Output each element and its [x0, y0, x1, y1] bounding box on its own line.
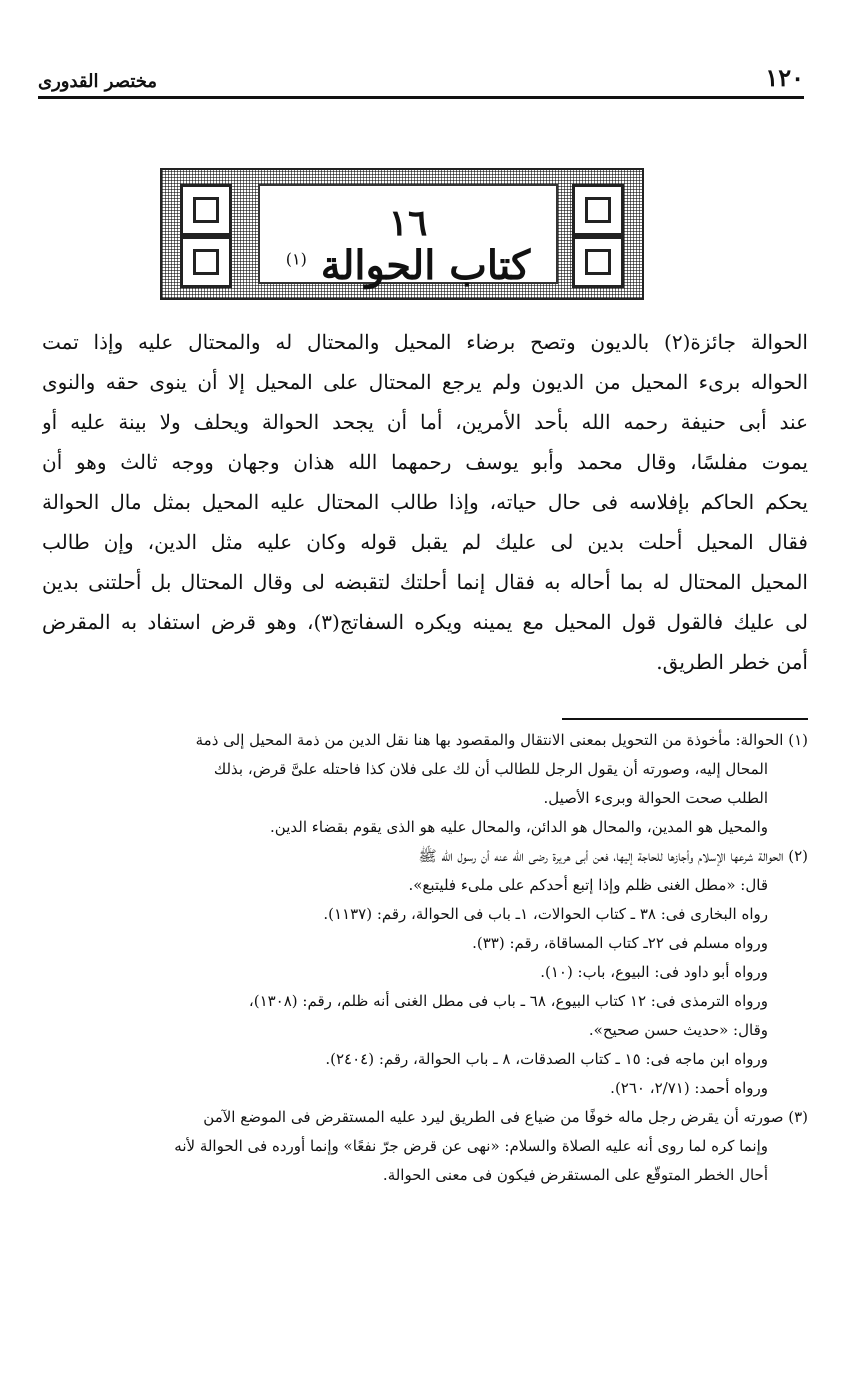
chapter-banner: [160, 168, 644, 300]
chapter-title-text: كتاب الحوالة: [320, 242, 531, 289]
footnote-line: أحال الخطر المتوقّع على المستقرض فيكون فى معنى الحوالة.: [382, 1166, 768, 1184]
ornament-knot-icon: [180, 236, 232, 288]
book-title: مختصر القدورى: [38, 71, 158, 92]
chapter-number: ١٦: [388, 202, 428, 244]
body-line: لى عليك فالقول قول المحيل مع يمينه ويكره السفاتج(٣)، وهو قرض استفاد به المقرض: [42, 610, 808, 634]
footnote-line: (١) الحوالة: مأخوذة من التحويل بمعنى الانتقال والمقصود بها هنا نقل الدين من ذمة المحيل إلى ذمة: [195, 731, 808, 749]
body-line: فقال المحيل أحلت بدين لى عليك لم يقبل قوله وكان عليه مثل الدين، وإن طالب: [42, 530, 808, 554]
footnote-line: الطلب صحت الحوالة وبرىء الأصيل.: [543, 789, 768, 807]
main-text: [42, 322, 808, 682]
footnote-line: (٣) صورته أن يقرض رجل ماله خوفًا من ضياع فى الطريق ليرد عليه المستقرض فى الموضع الآمن: [203, 1108, 808, 1126]
body-line: عند أبى حنيفة رحمه الله بأحد الأمرين، أما أن يجحد الحوالة ويحلف ولا بينة عليه أو: [42, 410, 808, 434]
body-line: يحكم الحاكم بإفلاسه فى حال حياته، وإذا طالب المحتال عليه المحيل بمثل مال الحوالة: [42, 490, 808, 514]
footnote-line: ورواه أحمد: (٢/٧١، ٢٦٠).: [610, 1079, 768, 1097]
footnote-line: وإنما كره لما روى أنه عليه الصلاة والسلام: «نهى عن قرض جرّ نفعًا» وإنما أورده فى الحوالة لأنه: [174, 1137, 768, 1155]
ornament-knot-icon: [572, 236, 624, 288]
chapter-title: [260, 242, 556, 289]
footnote-divider: [562, 718, 808, 720]
footnote-line: (٢) الحوالة شرعها الإسلام وأجازها للحاجة إليها، فعن أبى هريرة رضى الله عنه أن رسول الله ﷺ: [418, 847, 808, 865]
body-line: أمن خطر الطريق.: [656, 650, 808, 674]
footnote-line: وقال: «حديث حسن صحيح».: [588, 1021, 768, 1039]
footnote-line: رواه البخارى فى: ٣٨ ـ كتاب الحوالات، ١ـ باب فى الحوالة، رقم: (١١٣٧).: [323, 905, 768, 923]
body-line: يموت مفلسًا، وقال محمد وأبو يوسف رحمهما الله هذان وجهان ووجه ثالث وهو أن: [42, 450, 808, 474]
body-line: الحواله برىء المحيل من الديون ولم يرجع المحتال على المحيل إلا أن ينوى حقه والنوى: [42, 370, 808, 394]
banner-inner-panel: [258, 184, 558, 289]
footnote-line: المحال إليه، وصورته أن يقول الرجل للطالب أن لك على فلان كذا فاحتله علىَّ قرض، بذلك: [213, 760, 768, 778]
body-line: الحوالة جائزة(٢) بالديون وتصح برضاء المحيل والمحتال له والمحتال عليه وإذا تمت: [42, 330, 808, 354]
page-number: ١٢٠: [765, 63, 804, 92]
body-line: المحيل المحتال له بما أحاله به فقال إنما أحلتك لتقبضه لى وقال المحتال بل أحلتنى بدين: [42, 570, 808, 594]
footnote-line: ورواه ابن ماجه فى: ١٥ ـ كتاب الصدقات، ٨ ـ باب الحوالة، رقم: (٢٤٠٤).: [325, 1050, 768, 1068]
ornament-knot-icon: [180, 184, 232, 236]
footnotes: [42, 726, 808, 1190]
footnote-line: ورواه أبو داود فى: البيوع، باب: (١٠).: [540, 963, 768, 981]
footnote-line: ورواه مسلم فى ٢٢ـ كتاب المساقاة، رقم: (٣٣).: [472, 934, 768, 952]
footnote-line: قال: «مطل الغنى ظلم وإذا إتبع أحدكم على ملىء فليتبع».: [408, 876, 768, 894]
footnote-line: والمحيل هو المدين، والمحال هو الدائن، والمحال عليه هو الذى يقوم بقضاء الدين.: [270, 818, 768, 836]
running-header: [38, 56, 804, 99]
footnote-line: ورواه الترمذى فى: ١٢ كتاب البيوع، ٦٨ ـ باب فى مطل الغنى أنه ظلم، رقم: (١٣٠٨)،: [248, 992, 768, 1010]
ornament-knot-icon: [572, 184, 624, 236]
chapter-footnote-mark: (١): [285, 249, 307, 269]
